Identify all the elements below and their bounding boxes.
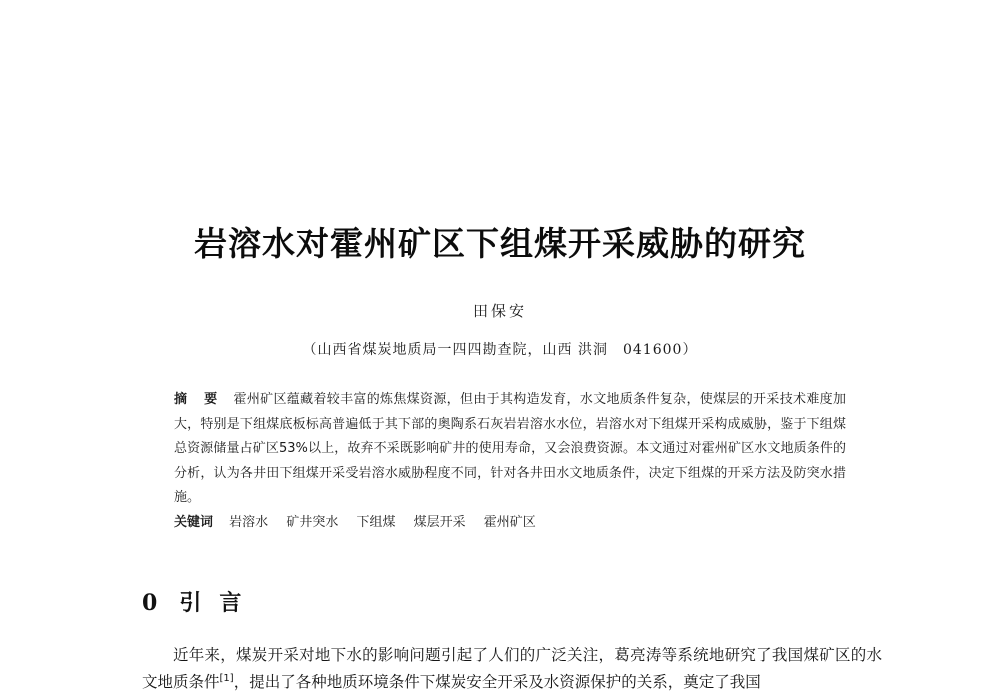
- body-text-end: ，提出了各种地质环境条件下煤炭安全开采及水资源保护的关系，奠定了我国: [233, 673, 761, 691]
- keyword-item: 岩溶水: [229, 515, 269, 530]
- body-paragraph: [142, 642, 882, 696]
- author-affiliation: （山西省煤炭地质局一四四勘查院，山西 洪洞 041600）: [302, 342, 698, 358]
- abstract-text: 霍州矿区蕴藏着较丰富的炼焦煤资源，但由于其构造发育，水文地质条件复杂，使煤层的开采技术难度加大，特别是下组煤底板标高普遍低于其下部的奥陶系石灰岩岩溶水水位，岩溶水对下组煤开采构成威胁，鉴于下组煤总资源储量占矿区53%以上，故弃不采既影响矿井的使用寿命，又会浪费资源。本文通过对霍州矿区水文地质条件的分析，认为各井田下组煤开采受岩溶水威胁程度不同，针对各井田水文地质条件，决定下组煤的开采方法及防突水措施。: [174, 392, 846, 505]
- author-name: 田保安: [472, 302, 527, 320]
- citation-ref[interactable]: [1]: [219, 672, 234, 684]
- keyword-item: 矿井突水: [286, 515, 339, 530]
- body-text-start: 近年来，煤炭开采对地下水的影响问题引起了人们的广泛关注，葛亮涛等系统地研究了我国煤矿区的水文地质条件: [142, 646, 882, 691]
- abstract-label: 摘 要: [174, 392, 224, 407]
- keyword-item: 煤层开采: [413, 515, 466, 530]
- section-title: 引言: [179, 590, 260, 616]
- abstract: [174, 388, 846, 511]
- keyword-item: 下组煤: [356, 515, 396, 530]
- keyword-item: 霍州矿区: [483, 515, 536, 530]
- section-number: 0: [142, 590, 158, 616]
- section-heading: [142, 588, 259, 618]
- paper-title: 岩溶水对霍州矿区下组煤开采威胁的研究: [194, 224, 806, 263]
- keywords-label: 关键词: [174, 515, 214, 530]
- keywords: [174, 512, 846, 534]
